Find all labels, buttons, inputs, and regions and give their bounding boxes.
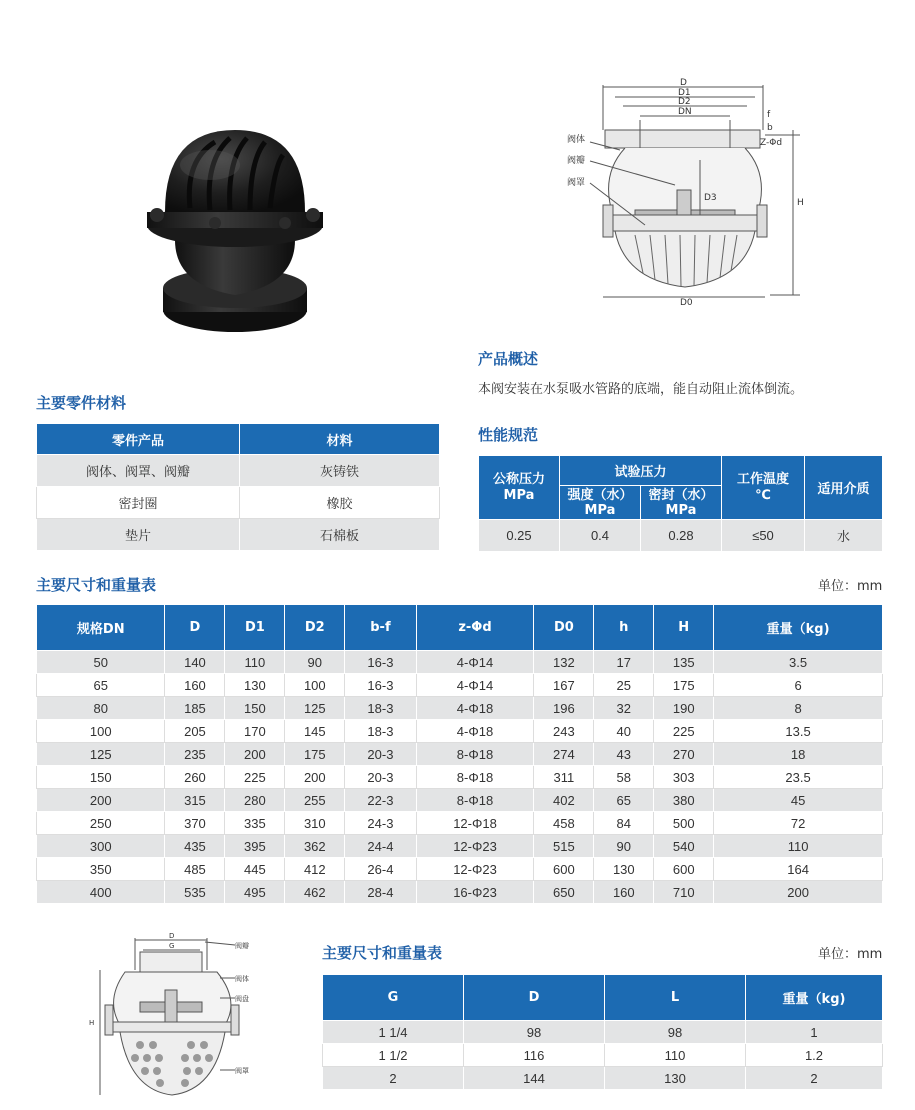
table-row: [37, 766, 883, 789]
performance-cell: 0.4: [560, 520, 641, 552]
dims1-cell: 200: [285, 766, 345, 789]
dims1-cell: 150: [225, 697, 285, 720]
table-row: [37, 519, 440, 551]
materials-cell: 石棉板: [240, 519, 440, 551]
table-row: [323, 1021, 883, 1044]
dims1-cell: 196: [534, 697, 594, 720]
dims1-cell: 4-Φ14: [416, 651, 534, 674]
dims1-cell: 150: [37, 766, 165, 789]
dims1-cell: 500: [654, 812, 714, 835]
table-row: [37, 789, 883, 812]
dim2-G-label: G: [169, 942, 175, 950]
dims2-header: 重量（kg): [746, 975, 883, 1021]
dims1-cell: 350: [37, 858, 165, 881]
dims1-cell: 3.5: [714, 651, 883, 674]
dims1-header: b-f: [345, 605, 416, 651]
dims2-cell: 98: [605, 1021, 746, 1044]
dims1-cell: 600: [654, 858, 714, 881]
dims1-header: D2: [285, 605, 345, 651]
dims1-cell: 8-Φ18: [416, 789, 534, 812]
dim-f-label: f: [767, 110, 771, 120]
materials-cell: 阀体、阀罩、阀瓣: [37, 455, 240, 487]
dims1-header: 重量（kg): [714, 605, 883, 651]
dims1-cell: 80: [37, 697, 165, 720]
dims1-cell: 12-Φ23: [416, 858, 534, 881]
table-row: [37, 835, 883, 858]
dims1-cell: 65: [37, 674, 165, 697]
dims1-cell: 380: [654, 789, 714, 812]
table-row: [37, 455, 440, 487]
dims2-cell: 130: [605, 1067, 746, 1090]
label2-body: 阀体: [235, 975, 249, 983]
dims1-cell: 458: [534, 812, 594, 835]
dims1-cell: 20-3: [345, 743, 416, 766]
dims1-cell: 650: [534, 881, 594, 904]
dims1-cell: 315: [165, 789, 225, 812]
materials-header-material: 材料: [240, 424, 440, 455]
dims1-table: [36, 604, 883, 904]
threaded-valve-diagram: [85, 930, 260, 1105]
dim-zphid-label: Z-Φd: [760, 138, 783, 148]
dim-D-label: D: [680, 78, 687, 88]
table-row: [479, 520, 883, 552]
dims1-cell: 164: [714, 858, 883, 881]
dims1-cell: 130: [594, 858, 654, 881]
dims1-cell: 8-Φ18: [416, 766, 534, 789]
dims1-header: D1: [225, 605, 285, 651]
dims1-cell: 13.5: [714, 720, 883, 743]
dims1-cell: 6: [714, 674, 883, 697]
dims1-cell: 167: [534, 674, 594, 697]
dim-H-label: H: [797, 198, 804, 208]
materials-table: [36, 423, 440, 551]
dims1-cell: 65: [594, 789, 654, 812]
dims1-cell: 135: [654, 651, 714, 674]
header-work-temp: 工作温度 ℃: [722, 456, 805, 520]
dims1-cell: 303: [654, 766, 714, 789]
overview-title: 产品概述: [478, 350, 539, 368]
dims1-cell: 435: [165, 835, 225, 858]
dims1-cell: 495: [225, 881, 285, 904]
dims1-cell: 243: [534, 720, 594, 743]
dims1-cell: 110: [714, 835, 883, 858]
dims1-cell: 25: [594, 674, 654, 697]
dims1-cell: 4-Φ18: [416, 697, 534, 720]
dims1-cell: 26-4: [345, 858, 416, 881]
dims1-cell: 175: [654, 674, 714, 697]
performance-cell: 水: [805, 520, 883, 552]
header-test-pressure: 试验压力: [560, 456, 722, 486]
dims1-cell: 274: [534, 743, 594, 766]
dims2-cell: 98: [464, 1021, 605, 1044]
dims1-cell: 200: [37, 789, 165, 812]
dims1-cell: 200: [225, 743, 285, 766]
dims1-cell: 145: [285, 720, 345, 743]
dim-D0-label: D0: [680, 298, 693, 308]
dims1-cell: 600: [534, 858, 594, 881]
dims1-cell: 18-3: [345, 697, 416, 720]
dims2-table: [322, 974, 883, 1090]
dims1-cell: 225: [654, 720, 714, 743]
dims1-cell: 335: [225, 812, 285, 835]
dims2-unit: 单位：mm: [818, 947, 883, 962]
table-row: [37, 697, 883, 720]
materials-title: 主要零件材料: [36, 394, 127, 412]
dims1-title: 主要尺寸和重量表: [36, 576, 157, 594]
dims1-cell: 412: [285, 858, 345, 881]
header-nominal-pressure: 公称压力 MPa: [479, 456, 560, 520]
label-cover: 阀罩: [567, 178, 586, 188]
table-row: [37, 720, 883, 743]
dims1-cell: 132: [534, 651, 594, 674]
dim-D3-label: D3: [704, 193, 717, 203]
dims1-header: D: [165, 605, 225, 651]
dims1-cell: 311: [534, 766, 594, 789]
dims1-cell: 362: [285, 835, 345, 858]
dims1-cell: 84: [594, 812, 654, 835]
dims1-cell: 20-3: [345, 766, 416, 789]
dims1-cell: 43: [594, 743, 654, 766]
dims1-cell: 310: [285, 812, 345, 835]
dims1-cell: 40: [594, 720, 654, 743]
table-row: [37, 812, 883, 835]
dims1-cell: 100: [37, 720, 165, 743]
dims1-cell: 270: [654, 743, 714, 766]
header-seal: 密封（水） MPa: [641, 486, 722, 520]
dims1-cell: 255: [285, 789, 345, 812]
dims1-cell: 16-3: [345, 651, 416, 674]
dims1-cell: 185: [165, 697, 225, 720]
table-row: [323, 1044, 883, 1067]
dims1-cell: 535: [165, 881, 225, 904]
dims1-cell: 175: [285, 743, 345, 766]
dims1-cell: 50: [37, 651, 165, 674]
dims2-cell: 144: [464, 1067, 605, 1090]
dims1-cell: 370: [165, 812, 225, 835]
dims1-cell: 260: [165, 766, 225, 789]
dims1-cell: 16-Φ23: [416, 881, 534, 904]
dims1-cell: 300: [37, 835, 165, 858]
table-row: [37, 881, 883, 904]
dims1-cell: 710: [654, 881, 714, 904]
dims1-cell: 225: [225, 766, 285, 789]
table-row: [37, 674, 883, 697]
dims1-cell: 72: [714, 812, 883, 835]
dim-D1-label: D1: [678, 88, 691, 98]
dims1-cell: 200: [714, 881, 883, 904]
dims1-cell: 18-3: [345, 720, 416, 743]
header-strength: 强度（水） MPa: [560, 486, 641, 520]
dims1-cell: 12-Φ18: [416, 812, 534, 835]
dims1-cell: 58: [594, 766, 654, 789]
dims1-header: 规格DN: [37, 605, 165, 651]
dims1-cell: 28-4: [345, 881, 416, 904]
materials-cell: 垫片: [37, 519, 240, 551]
dims1-header: D0: [534, 605, 594, 651]
performance-title: 性能规范: [478, 426, 539, 444]
dims2-cell: 2: [746, 1067, 883, 1090]
dims1-cell: 515: [534, 835, 594, 858]
dims1-cell: 485: [165, 858, 225, 881]
dims2-header: G: [323, 975, 464, 1021]
dims1-cell: 18: [714, 743, 883, 766]
label2-cover: 阀罩: [235, 1067, 249, 1075]
dim-D2-label: D2: [678, 97, 691, 107]
materials-cell: 橡胶: [240, 487, 440, 519]
performance-cell: ≤50: [722, 520, 805, 552]
dims1-cell: 130: [225, 674, 285, 697]
dim-b-label: b: [767, 123, 773, 133]
dims1-cell: 45: [714, 789, 883, 812]
dims1-header: H: [654, 605, 714, 651]
table-row: [37, 743, 883, 766]
dims1-cell: 8: [714, 697, 883, 720]
dims1-cell: 32: [594, 697, 654, 720]
table-row: [37, 487, 440, 519]
dims1-cell: 22-3: [345, 789, 416, 812]
performance-table: [478, 455, 883, 552]
dims1-cell: 540: [654, 835, 714, 858]
table-row: [37, 651, 883, 674]
dims1-cell: 280: [225, 789, 285, 812]
label2-ring: 阀盘: [235, 995, 249, 1003]
dims1-cell: 23.5: [714, 766, 883, 789]
label-body: 阀体: [567, 135, 586, 145]
dims2-title: 主要尺寸和重量表: [322, 944, 443, 962]
materials-cell: 密封圈: [37, 487, 240, 519]
foot-valve-photo: [135, 120, 335, 350]
dims1-cell: 205: [165, 720, 225, 743]
dims1-cell: 100: [285, 674, 345, 697]
label2-disc: 阀瓣: [235, 942, 249, 950]
dims1-cell: 125: [285, 697, 345, 720]
dims1-cell: 462: [285, 881, 345, 904]
dims1-cell: 8-Φ18: [416, 743, 534, 766]
materials-cell: 灰铸铁: [240, 455, 440, 487]
dims2-cell: 110: [605, 1044, 746, 1067]
dims2-header: L: [605, 975, 746, 1021]
header-medium: 适用介质: [805, 456, 883, 520]
dims1-cell: 4-Φ18: [416, 720, 534, 743]
dims1-cell: 4-Φ14: [416, 674, 534, 697]
dims2-cell: 1: [746, 1021, 883, 1044]
performance-cell: 0.25: [479, 520, 560, 552]
dims1-cell: 140: [165, 651, 225, 674]
table-row: [37, 858, 883, 881]
dims1-header: h: [594, 605, 654, 651]
dims2-header: D: [464, 975, 605, 1021]
dims1-cell: 12-Φ23: [416, 835, 534, 858]
dim2-D-label: D: [169, 932, 175, 940]
dims1-cell: 17: [594, 651, 654, 674]
dims1-cell: 250: [37, 812, 165, 835]
dims1-header: z-Φd: [416, 605, 534, 651]
dims1-cell: 170: [225, 720, 285, 743]
dims1-cell: 16-3: [345, 674, 416, 697]
dims1-cell: 24-4: [345, 835, 416, 858]
performance-cell: 0.28: [641, 520, 722, 552]
dims1-cell: 160: [594, 881, 654, 904]
dims2-cell: 116: [464, 1044, 605, 1067]
dims2-cell: 1 1/4: [323, 1021, 464, 1044]
dims1-cell: 400: [37, 881, 165, 904]
dims1-cell: 160: [165, 674, 225, 697]
dims1-cell: 190: [654, 697, 714, 720]
dims1-cell: 395: [225, 835, 285, 858]
dims1-cell: 24-3: [345, 812, 416, 835]
table-row: [323, 1067, 883, 1090]
dim2-H-label: H: [89, 1019, 95, 1027]
dims2-cell: 1.2: [746, 1044, 883, 1067]
dims2-cell: 2: [323, 1067, 464, 1090]
dims1-cell: 445: [225, 858, 285, 881]
dims1-cell: 402: [534, 789, 594, 812]
dims1-cell: 90: [285, 651, 345, 674]
dims1-cell: 110: [225, 651, 285, 674]
dims1-cell: 235: [165, 743, 225, 766]
dims1-unit: 单位：mm: [818, 579, 883, 594]
dim-DN-label: DN: [678, 107, 692, 117]
dims2-cell: 1 1/2: [323, 1044, 464, 1067]
materials-header-part: 零件产品: [37, 424, 240, 455]
label-disc: 阀瓣: [567, 156, 586, 166]
overview-text: 本阀安装在水泵吸水管路的底端，能自动阻止流体倒流。: [478, 382, 804, 397]
valve-section-diagram: [565, 75, 810, 310]
dims1-cell: 125: [37, 743, 165, 766]
dims1-cell: 90: [594, 835, 654, 858]
